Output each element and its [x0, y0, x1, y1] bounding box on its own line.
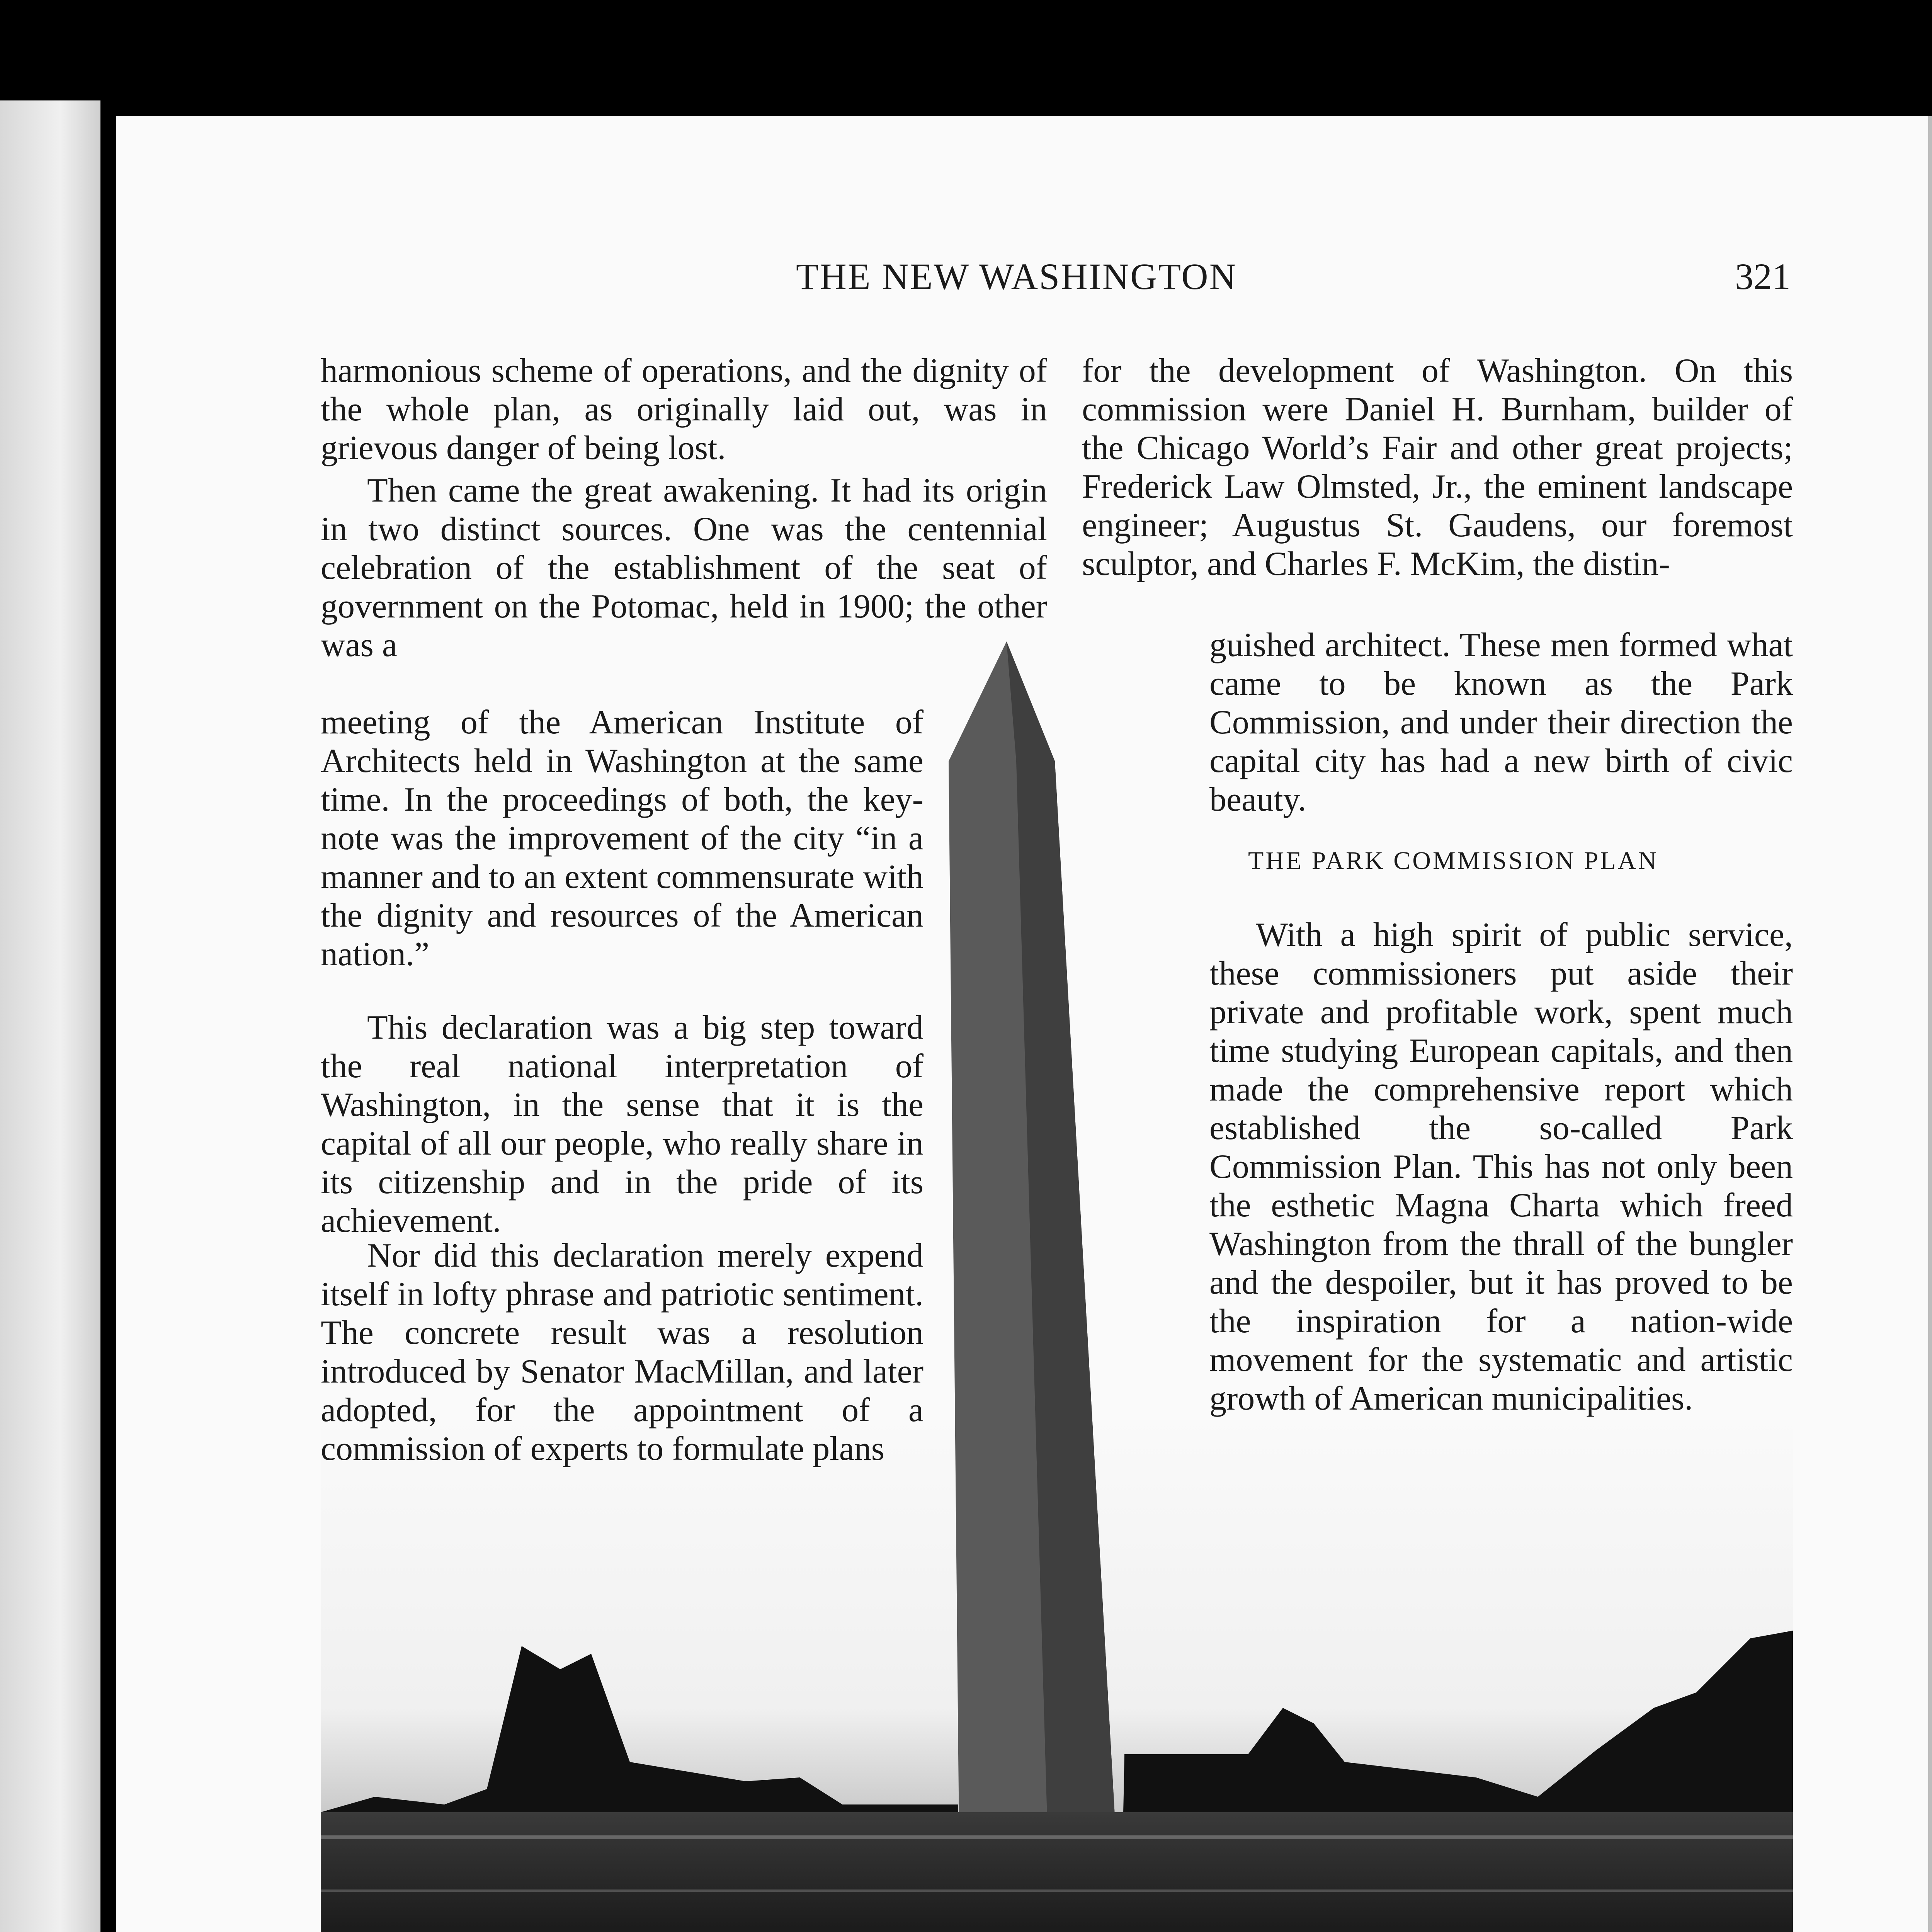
right-paragraph-1: for the development of Washington. On this commission were Daniel H. Burnham, builder of the Chicago World’s Fair and other great projects; Frederick Law Olmsted, Jr., the eminent landscape engineer; Augustus St. Gaudens, our foremost sculptor, and Charles F. McKim, the distin- — [1082, 352, 1793, 583]
left-page-edge — [0, 100, 100, 1932]
water-highlight — [321, 1835, 1793, 1839]
right-paragraph-1-continued: guished architect. These men formed what came to be known as the Park Commission, and under their direction the capital city has had a new birth of civic beauty. — [1209, 626, 1793, 818]
paragraph-1: harmonious scheme of operations, and the dignity of the whole plan, as originally laid out, was in grievous danger of being lost. — [321, 352, 1047, 467]
paragraph-2: Then came the great awakening. It had its origin in two distinct sources. One was the centennial celebration of the establishment of the seat of government on the Potomac, held in 1900; the other was a — [321, 472, 1047, 664]
page-number: 321 — [1735, 256, 1791, 297]
section-heading: THE PARK COMMISSION PLAN — [1248, 847, 1658, 875]
reflecting-water — [321, 1812, 1793, 1932]
paragraph-4: Nor did this declaration merely expend itself in lofty phrase and patriotic sentiment. The concrete result was a resolution introduced by Senator MacMillan, and later adopted, for the appointment of a commission of experts to formulate plans — [321, 1237, 923, 1468]
page-header — [0, 255, 1932, 305]
running-title: THE NEW WASHINGTON — [796, 256, 1237, 297]
right-paragraph-2: With a high spirit of public service, these commissioners put aside their private and profitable work, spent much time studying European capitals, and then made the comprehensive report which established the so-called Park Commission Plan. This has not only been the esthetic Magna Charta which freed Washington from the thrall of the bungler and the despoiler, but it has proved to be the inspiration for a nation-wide movement for the systematic and artistic growth of American municipalities. — [1209, 916, 1793, 1417]
paragraph-2-continued: meeting of the American Institute of Architects held in Washington at the same time. In the proceedings of both, the key-note was the improvement of the city “in a manner and to an extent commensurate with the dignity and resources of the American nation.” — [321, 704, 923, 973]
paragraph-3: This declaration was a big step toward the real national interpretation of Washington, in the sense that it is the capital of all our people, who really share in its citizenship and in the pride of its achievement. — [321, 1009, 923, 1240]
water-highlight-2 — [321, 1889, 1793, 1892]
